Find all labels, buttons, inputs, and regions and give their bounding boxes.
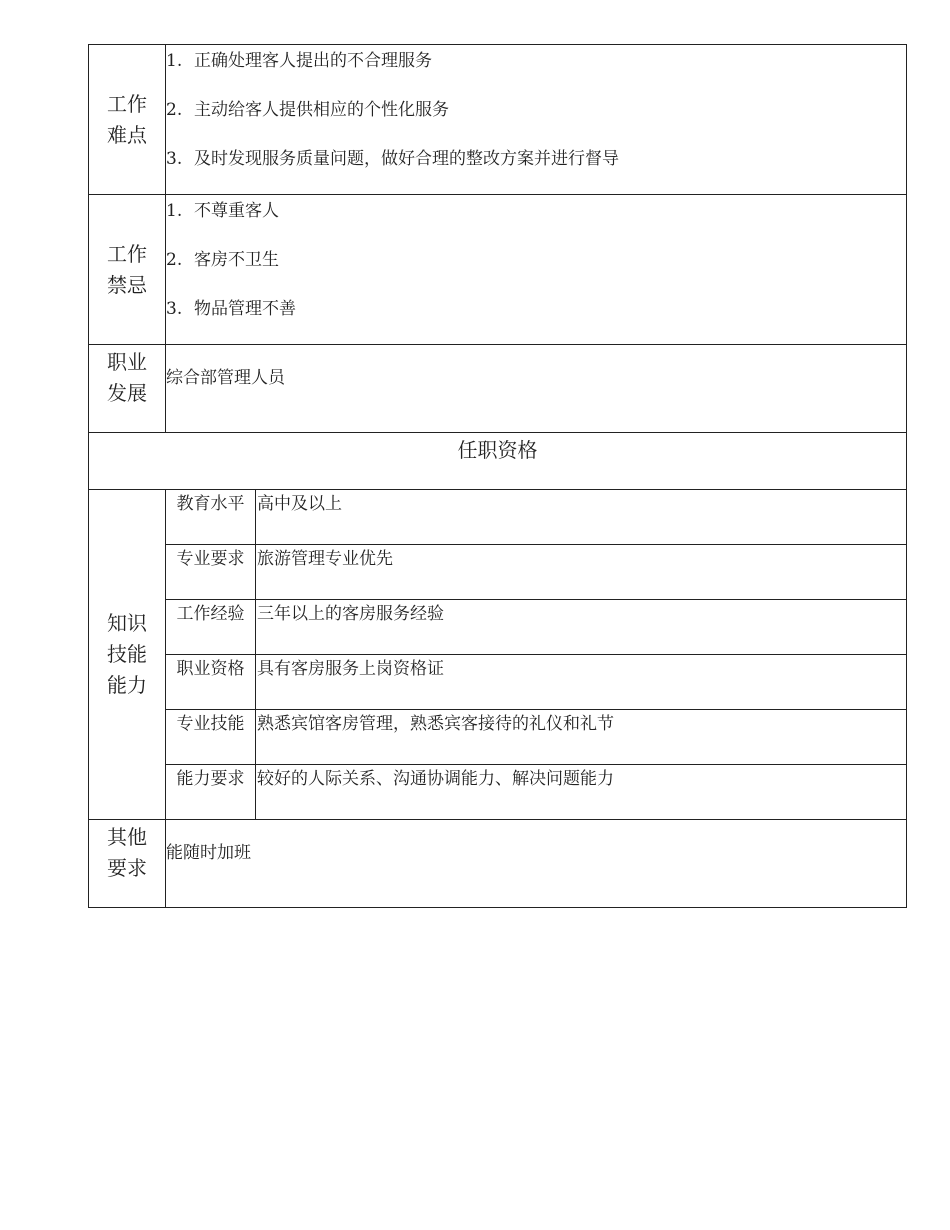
qualification-value: 三年以上的客房服务经验 (256, 600, 907, 655)
difficulties-row (89, 45, 907, 195)
qualification-key: 职业资格 (166, 655, 256, 710)
qualification-key: 能力要求 (166, 765, 256, 820)
list-item: 3. 物品管理不善 (166, 299, 296, 319)
other-label: 其他 要求 (89, 820, 166, 908)
other-value: 能随时加班 (166, 843, 251, 863)
qualification-value: 熟悉宾馆客房管理，熟悉宾客接待的礼仪和礼节 (256, 710, 907, 765)
qualification-key: 专业要求 (166, 545, 256, 600)
table-row (166, 655, 906, 710)
taboos-content (166, 195, 907, 345)
list-item: 3. 及时发现服务质量问题，做好合理的整改方案并进行督导 (166, 149, 619, 169)
taboos-row (89, 195, 907, 345)
qualification-value: 具有客房服务上岗资格证 (256, 655, 907, 710)
qualification-key: 工作经验 (166, 600, 256, 655)
qualifications-row (89, 490, 907, 820)
difficulties-label: 工作 难点 (89, 45, 166, 195)
taboos-label: 工作 禁忌 (89, 195, 166, 345)
list-item: 1. 不尊重客人 (166, 201, 279, 221)
table-row (166, 600, 906, 655)
table-row (166, 710, 906, 765)
qualification-value: 高中及以上 (256, 490, 907, 545)
list-item: 2. 客房不卫生 (166, 250, 279, 270)
qualification-value: 旅游管理专业优先 (256, 545, 907, 600)
career-value: 综合部管理人员 (166, 368, 285, 388)
list-item: 1. 正确处理客人提出的不合理服务 (166, 51, 432, 71)
difficulties-content (166, 45, 907, 195)
qualifications-table (166, 490, 906, 819)
qualifications-heading: 任职资格 (89, 433, 907, 490)
qualification-key: 专业技能 (166, 710, 256, 765)
job-description-table (88, 44, 907, 908)
career-content (166, 345, 907, 433)
qualifications-label: 知识 技能 能力 (89, 490, 166, 820)
table-row (166, 490, 906, 545)
career-label: 职业 发展 (89, 345, 166, 433)
other-content (166, 820, 907, 908)
qualification-value: 较好的人际关系、沟通协调能力、解决问题能力 (256, 765, 907, 820)
table-row (166, 765, 906, 820)
table-row (166, 545, 906, 600)
qualifications-heading-row (89, 433, 907, 490)
qualification-key: 教育水平 (166, 490, 256, 545)
other-row (89, 820, 907, 908)
career-row (89, 345, 907, 433)
list-item: 2. 主动给客人提供相应的个性化服务 (166, 100, 449, 120)
qualifications-content (166, 490, 907, 820)
